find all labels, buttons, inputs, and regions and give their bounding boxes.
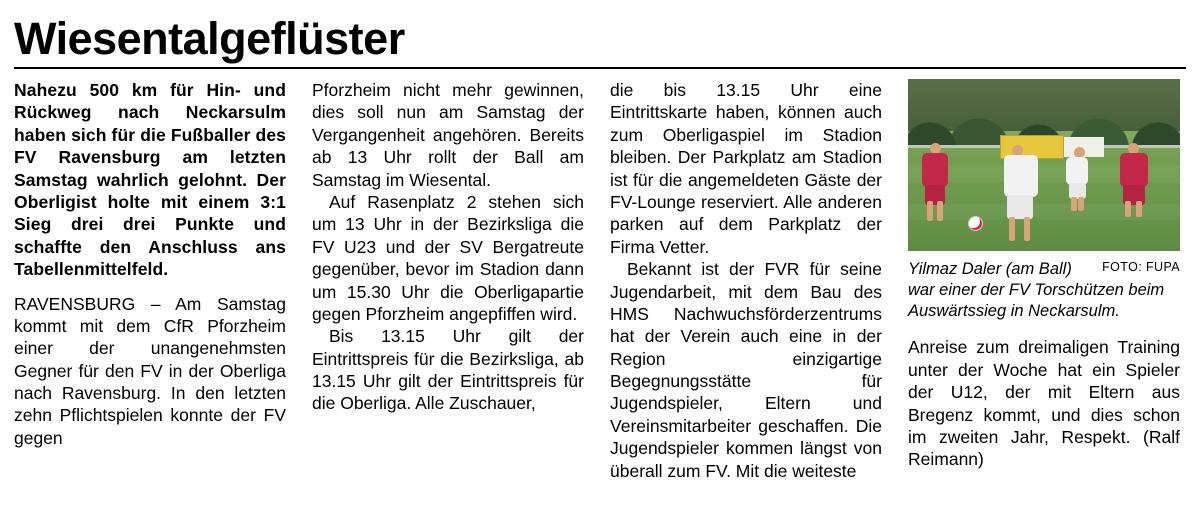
lead-paragraph: Nahezu 500 km für Hin- und Rückweg nach Neckarsulm haben sich für die Fußballer des FV Ravensburg am letzten Samstag wahrlich gelohnt. Der Oberligist holte mit einem 3:1 Sieg drei drei Punkte und schaffte den Anschluss ans Tabellenmittelfeld. <box>14 80 286 280</box>
column2-paragraph-3: Bis 13.15 Uhr gilt der Eintrittspreis für die Bezirksliga, ab 13.15 Uhr gilt der Eintrittspreis für die Oberliga. Alle Zuschauer, <box>312 326 584 414</box>
player-leg <box>1071 197 1077 211</box>
photo-player-white-main <box>1004 145 1038 241</box>
player-leg <box>937 201 943 221</box>
player-leg <box>1024 217 1030 241</box>
player-shirt <box>1120 153 1148 187</box>
player-leg <box>1136 201 1142 217</box>
player-leg <box>1009 217 1015 241</box>
paragraph-spacer <box>14 281 286 293</box>
player-shorts <box>1007 195 1033 219</box>
player-leg <box>927 201 933 221</box>
column-3 <box>610 79 882 482</box>
photo-caption <box>908 259 1180 322</box>
article-photo <box>908 79 1180 251</box>
player-shirt <box>1004 155 1038 197</box>
photo-credit: FOTO: FUPA <box>1102 260 1180 274</box>
column4-paragraph-1: Anreise zum dreimaligen Training unter der Woche hat ein Spieler der U12, der mit Eltern aus Bregenz kommt, und dies schon im zweiten Jahr, Respekt. (Ralf Reimann) <box>908 337 1180 470</box>
photo-player-red <box>922 143 948 221</box>
column2-paragraph-2: Auf Rasenplatz 2 stehen sich um 13 Uhr in der Bezirksliga die FV U23 und der SV Bergatreute gegenüber, bevor im Stadion dann um 15.30 Uhr die Oberligapartie gegen Pforzheim angepfiffen wird. <box>312 191 584 324</box>
player-shirt <box>922 153 948 187</box>
column-1 <box>14 79 286 449</box>
photo-player-white-2 <box>1066 147 1088 211</box>
player-leg <box>1078 197 1084 211</box>
player-leg <box>1125 201 1131 217</box>
column-4 <box>908 79 1180 471</box>
player-shirt <box>1066 157 1088 185</box>
column3-paragraph-2: Bekannt ist der FVR für seine Jugendarbeit, mit dem Bau des HMS Nachwuchsförderzentrums hat der Verein auch eine in der Region einzigartige Begegnungsstätte für Jugendspieler, Eltern und Vereinsmitarbeiter geschaffen. Die Jugendspieler kommen längst von überall zum FV. Mit die weiteste <box>610 259 882 481</box>
column2-paragraph-1: Pforzheim nicht mehr gewinnen, dies soll nun am Samstag der Vergangenheit angehören. Bereits ab 13 Uhr rollt der Ball am Samstag im Wiesental. <box>312 80 584 190</box>
column3-paragraph-1: die bis 13.15 Uhr eine Eintrittskarte haben, können auch zum Oberligaspiel im Stadion bleiben. Der Parkplatz am Stadion ist für die angemeldeten Gäste der FV-Lounge reserviert. Alle anderen parken auf dem Parkplatz der Firma Vetter. <box>610 80 882 257</box>
page-title: Wiesentalgeflüster <box>14 13 405 64</box>
photo-player-red-2 <box>1120 143 1148 217</box>
photo-caption-text: Yilmaz Daler (am Ball) war einer der FV Torschützen beim Auswärtssieg in Neckarsulm. <box>908 260 1165 321</box>
column1-paragraph-1: RAVENSBURG – Am Samstag kommt mit dem CfR Pforzheim einer der unangenehmsten Gegner für den FV in der Oberliga nach Ravensburg. In den letzten zehn Pflichtspielen konnte der FV gegen <box>14 293 286 448</box>
article-columns <box>14 79 1186 482</box>
headline-divider <box>14 67 1186 69</box>
column-2 <box>312 79 584 415</box>
photo-football <box>968 216 983 231</box>
